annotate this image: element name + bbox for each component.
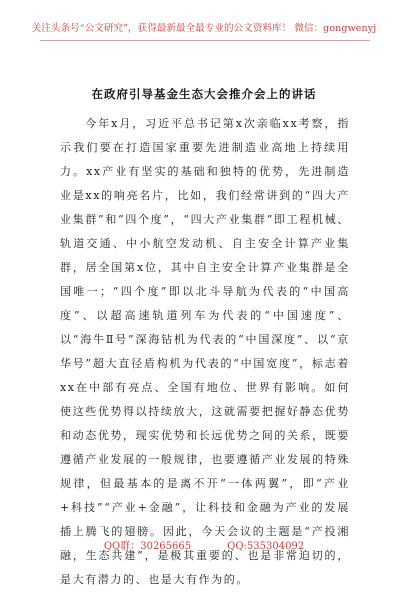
footer-qq-group: QQ群：30265665 <box>103 541 192 552</box>
body-paragraph: 今年x月，习近平总书记第x次亲临xx考察，指示我们要在打造国家重要先进制造业高地上持续用力。xx产业有坚实的基础和独特的优势，先进制造业是xx的响亮名片，比如，我们经常讲到的“四大产业集群”和“四个度”，“四大产业集群”即工程机械、轨道交通、中小航空发动机、自主安全计算产业集群，居全国第x位，其中自主安全计算产业集群是全国唯一；“四个度”即以北斗导航为代表的“中国高度”、以超高速轨道列车为代表的“中国速度”、以“海牛Ⅱ号”深海钻机为代表的“中国深度”、以“京华号”超大直径盾构机为代表的“中国宽度”，标志着xx在中部有亮点、全国有地位、世界有影响。如何使这些优势得以持续放大，这就需要把握好静态优势和动态优势，现实优势和长远优势之间的关系，既要遵循产业发展的一般规律，也要遵循产业发展的特殊规律，但最基本的是离不开“一体两翼”，即“产业+科技”“产业+金融”，让科技和金融为产业的发展插上腾飞的翅膀。因此，今天会议的主题是“产投湘融，生态共建”，是极其重要的、也是非常迫切的，是大有潜力的、也是大有作为的。 <box>60 117 350 586</box>
document-title: 在政府引导基金生态大会推介会上的讲话 <box>91 87 317 101</box>
footer-contact <box>0 537 408 552</box>
footer-qq-number: QQ:535304092 <box>227 541 305 552</box>
header-banner: 关注头条号“公文研究”，获得最新最全最专业的公文资料库！ 微信：gongwenyj <box>31 23 377 34</box>
header-divider <box>40 40 370 41</box>
